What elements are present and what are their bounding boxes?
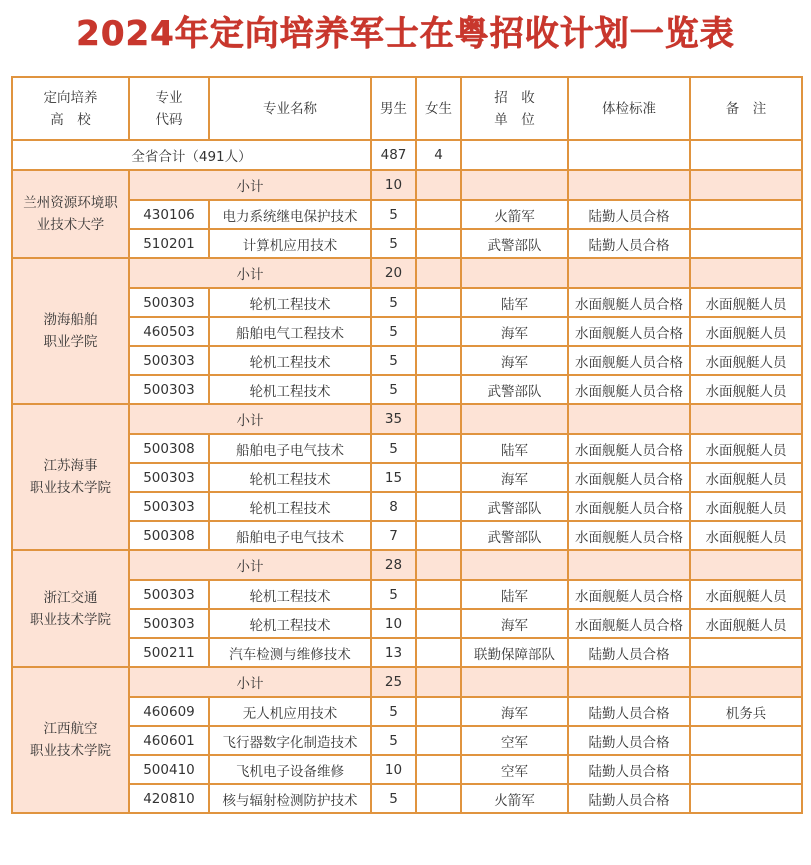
female-count: [416, 726, 461, 755]
physical-standard: 陆勤人员合格: [568, 697, 690, 726]
school-name: 江苏海事 职业技术学院: [12, 404, 129, 550]
major-name: 船舶电子电气技术: [209, 434, 371, 463]
subtotal-female: [416, 550, 461, 580]
subtotal-label: 小计: [129, 404, 371, 434]
subtotal-male: 35: [371, 404, 416, 434]
subtotal-label: 小计: [129, 258, 371, 288]
header-male: 男生: [371, 77, 416, 140]
remark: 水面舰艇人员: [690, 434, 802, 463]
remark: 机务兵: [690, 697, 802, 726]
table-row: [12, 346, 802, 375]
table-row: [12, 463, 802, 492]
table-row: [12, 697, 802, 726]
header-major: 专业名称: [209, 77, 371, 140]
table-row: [12, 200, 802, 229]
table-row: [12, 288, 802, 317]
physical-standard: 水面舰艇人员合格: [568, 434, 690, 463]
table-row: [12, 580, 802, 609]
recruiting-unit: 武警部队: [461, 521, 568, 550]
major-name: 轮机工程技术: [209, 492, 371, 521]
major-name: 轮机工程技术: [209, 463, 371, 492]
female-count: [416, 755, 461, 784]
male-count: 10: [371, 609, 416, 638]
table-header-row: [12, 77, 802, 140]
female-count: [416, 317, 461, 346]
header-unit: 招 收 单 位: [461, 77, 568, 140]
male-count: 7: [371, 521, 416, 550]
female-count: [416, 288, 461, 317]
female-count: [416, 580, 461, 609]
recruiting-unit: 联勤保障部队: [461, 638, 568, 667]
major-name: 船舶电子电气技术: [209, 521, 371, 550]
subtotal-remark: [690, 404, 802, 434]
major-code: 500303: [129, 288, 209, 317]
total-female: 4: [416, 140, 461, 170]
total-physical: [568, 140, 690, 170]
major-name: 无人机应用技术: [209, 697, 371, 726]
recruiting-unit: 陆军: [461, 434, 568, 463]
recruiting-unit: 火箭军: [461, 784, 568, 813]
header-remark: 备 注: [690, 77, 802, 140]
major-name: 核与辐射检测防护技术: [209, 784, 371, 813]
remark: 水面舰艇人员: [690, 580, 802, 609]
physical-standard: 水面舰艇人员合格: [568, 288, 690, 317]
major-name: 轮机工程技术: [209, 288, 371, 317]
remark: [690, 229, 802, 258]
major-code: 500303: [129, 492, 209, 521]
major-code: 430106: [129, 200, 209, 229]
major-code: 420810: [129, 784, 209, 813]
male-count: 5: [371, 434, 416, 463]
female-count: [416, 697, 461, 726]
total-label: 全省合计（491人）: [12, 140, 371, 170]
remark: 水面舰艇人员: [690, 346, 802, 375]
remark: [690, 200, 802, 229]
table-row: [12, 229, 802, 258]
major-name: 电力系统继电保护技术: [209, 200, 371, 229]
total-male: 487: [371, 140, 416, 170]
male-count: 8: [371, 492, 416, 521]
total-remark: [690, 140, 802, 170]
physical-standard: 陆勤人员合格: [568, 755, 690, 784]
subtotal-unit: [461, 258, 568, 288]
page-title: 2024年定向培养军士在粤招收计划一览表: [76, 14, 735, 54]
female-count: [416, 784, 461, 813]
male-count: 5: [371, 375, 416, 404]
subtotal-remark: [690, 170, 802, 200]
major-code: 500308: [129, 434, 209, 463]
table-row: [12, 609, 802, 638]
subtotal-label: 小计: [129, 170, 371, 200]
table-row: [12, 638, 802, 667]
major-name: 轮机工程技术: [209, 609, 371, 638]
recruiting-unit: 陆军: [461, 580, 568, 609]
subtotal-male: 10: [371, 170, 416, 200]
table-row: [12, 375, 802, 404]
physical-standard: 水面舰艇人员合格: [568, 580, 690, 609]
remark: 水面舰艇人员: [690, 492, 802, 521]
male-count: 5: [371, 288, 416, 317]
table-row: [12, 492, 802, 521]
major-name: 船舶电气工程技术: [209, 317, 371, 346]
subtotal-female: [416, 404, 461, 434]
major-code: 510201: [129, 229, 209, 258]
table-row: [12, 521, 802, 550]
table-row: [12, 784, 802, 813]
recruiting-unit: 海军: [461, 346, 568, 375]
subtotal-female: [416, 258, 461, 288]
major-code: 500211: [129, 638, 209, 667]
major-name: 计算机应用技术: [209, 229, 371, 258]
subtotal-unit: [461, 667, 568, 697]
male-count: 5: [371, 784, 416, 813]
table-row: [12, 317, 802, 346]
major-code: 500308: [129, 521, 209, 550]
recruiting-unit: 海军: [461, 317, 568, 346]
subtotal-male: 28: [371, 550, 416, 580]
major-code: 500410: [129, 755, 209, 784]
recruiting-unit: 海军: [461, 609, 568, 638]
header-physical: 体检标准: [568, 77, 690, 140]
physical-standard: 陆勤人员合格: [568, 200, 690, 229]
subtotal-row: [12, 550, 802, 580]
school-name: 兰州资源环境职 业技术大学: [12, 170, 129, 258]
major-name: 飞机电子设备维修: [209, 755, 371, 784]
recruiting-unit: 陆军: [461, 288, 568, 317]
remark: 水面舰艇人员: [690, 288, 802, 317]
subtotal-unit: [461, 550, 568, 580]
major-code: 460503: [129, 317, 209, 346]
major-code: 500303: [129, 609, 209, 638]
subtotal-physical: [568, 550, 690, 580]
subtotal-label: 小计: [129, 550, 371, 580]
male-count: 5: [371, 726, 416, 755]
subtotal-row: [12, 258, 802, 288]
school-name: 渤海船舶 职业学院: [12, 258, 129, 404]
subtotal-physical: [568, 404, 690, 434]
table-row: [12, 726, 802, 755]
subtotal-physical: [568, 258, 690, 288]
recruiting-unit: 空军: [461, 755, 568, 784]
school-name: 江西航空 职业技术学院: [12, 667, 129, 813]
major-name: 汽车检测与维修技术: [209, 638, 371, 667]
school-name: 浙江交通 职业技术学院: [12, 550, 129, 667]
recruiting-unit: 武警部队: [461, 492, 568, 521]
remark: [690, 784, 802, 813]
female-count: [416, 375, 461, 404]
subtotal-row: [12, 170, 802, 200]
male-count: 5: [371, 697, 416, 726]
male-count: 5: [371, 200, 416, 229]
major-code: 460609: [129, 697, 209, 726]
subtotal-female: [416, 170, 461, 200]
physical-standard: 水面舰艇人员合格: [568, 346, 690, 375]
subtotal-remark: [690, 667, 802, 697]
major-code: 460601: [129, 726, 209, 755]
physical-standard: 陆勤人员合格: [568, 726, 690, 755]
recruiting-unit: 海军: [461, 697, 568, 726]
male-count: 5: [371, 580, 416, 609]
major-code: 500303: [129, 580, 209, 609]
major-name: 轮机工程技术: [209, 580, 371, 609]
female-count: [416, 229, 461, 258]
subtotal-unit: [461, 170, 568, 200]
header-code: 专业 代码: [129, 77, 209, 140]
subtotal-male: 25: [371, 667, 416, 697]
remark: 水面舰艇人员: [690, 317, 802, 346]
table-row: [12, 755, 802, 784]
remark: 水面舰艇人员: [690, 521, 802, 550]
female-count: [416, 200, 461, 229]
recruitment-plan-table: [11, 76, 803, 814]
subtotal-label: 小计: [129, 667, 371, 697]
major-code: 500303: [129, 375, 209, 404]
physical-standard: 水面舰艇人员合格: [568, 317, 690, 346]
female-count: [416, 609, 461, 638]
physical-standard: 陆勤人员合格: [568, 784, 690, 813]
subtotal-remark: [690, 258, 802, 288]
subtotal-physical: [568, 667, 690, 697]
recruiting-unit: 武警部队: [461, 229, 568, 258]
recruiting-unit: 火箭军: [461, 200, 568, 229]
female-count: [416, 346, 461, 375]
remark: [690, 755, 802, 784]
major-name: 轮机工程技术: [209, 346, 371, 375]
recruiting-unit: 海军: [461, 463, 568, 492]
female-count: [416, 521, 461, 550]
female-count: [416, 463, 461, 492]
physical-standard: 陆勤人员合格: [568, 229, 690, 258]
subtotal-remark: [690, 550, 802, 580]
subtotal-row: [12, 667, 802, 697]
male-count: 15: [371, 463, 416, 492]
total-unit: [461, 140, 568, 170]
male-count: 10: [371, 755, 416, 784]
recruiting-unit: 武警部队: [461, 375, 568, 404]
table-row: [12, 434, 802, 463]
major-name: 轮机工程技术: [209, 375, 371, 404]
major-name: 飞行器数字化制造技术: [209, 726, 371, 755]
physical-standard: 水面舰艇人员合格: [568, 375, 690, 404]
recruiting-unit: 空军: [461, 726, 568, 755]
physical-standard: 陆勤人员合格: [568, 638, 690, 667]
remark: [690, 638, 802, 667]
subtotal-physical: [568, 170, 690, 200]
physical-standard: 水面舰艇人员合格: [568, 463, 690, 492]
remark: [690, 726, 802, 755]
subtotal-female: [416, 667, 461, 697]
subtotal-row: [12, 404, 802, 434]
province-total-row: [12, 140, 802, 170]
female-count: [416, 434, 461, 463]
male-count: 5: [371, 229, 416, 258]
remark: 水面舰艇人员: [690, 375, 802, 404]
female-count: [416, 492, 461, 521]
male-count: 5: [371, 317, 416, 346]
subtotal-male: 20: [371, 258, 416, 288]
major-code: 500303: [129, 463, 209, 492]
major-code: 500303: [129, 346, 209, 375]
header-female: 女生: [416, 77, 461, 140]
physical-standard: 水面舰艇人员合格: [568, 492, 690, 521]
remark: 水面舰艇人员: [690, 463, 802, 492]
female-count: [416, 638, 461, 667]
header-school: 定向培养 高 校: [12, 77, 129, 140]
male-count: 13: [371, 638, 416, 667]
remark: 水面舰艇人员: [690, 609, 802, 638]
physical-standard: 水面舰艇人员合格: [568, 609, 690, 638]
subtotal-unit: [461, 404, 568, 434]
male-count: 5: [371, 346, 416, 375]
physical-standard: 水面舰艇人员合格: [568, 521, 690, 550]
